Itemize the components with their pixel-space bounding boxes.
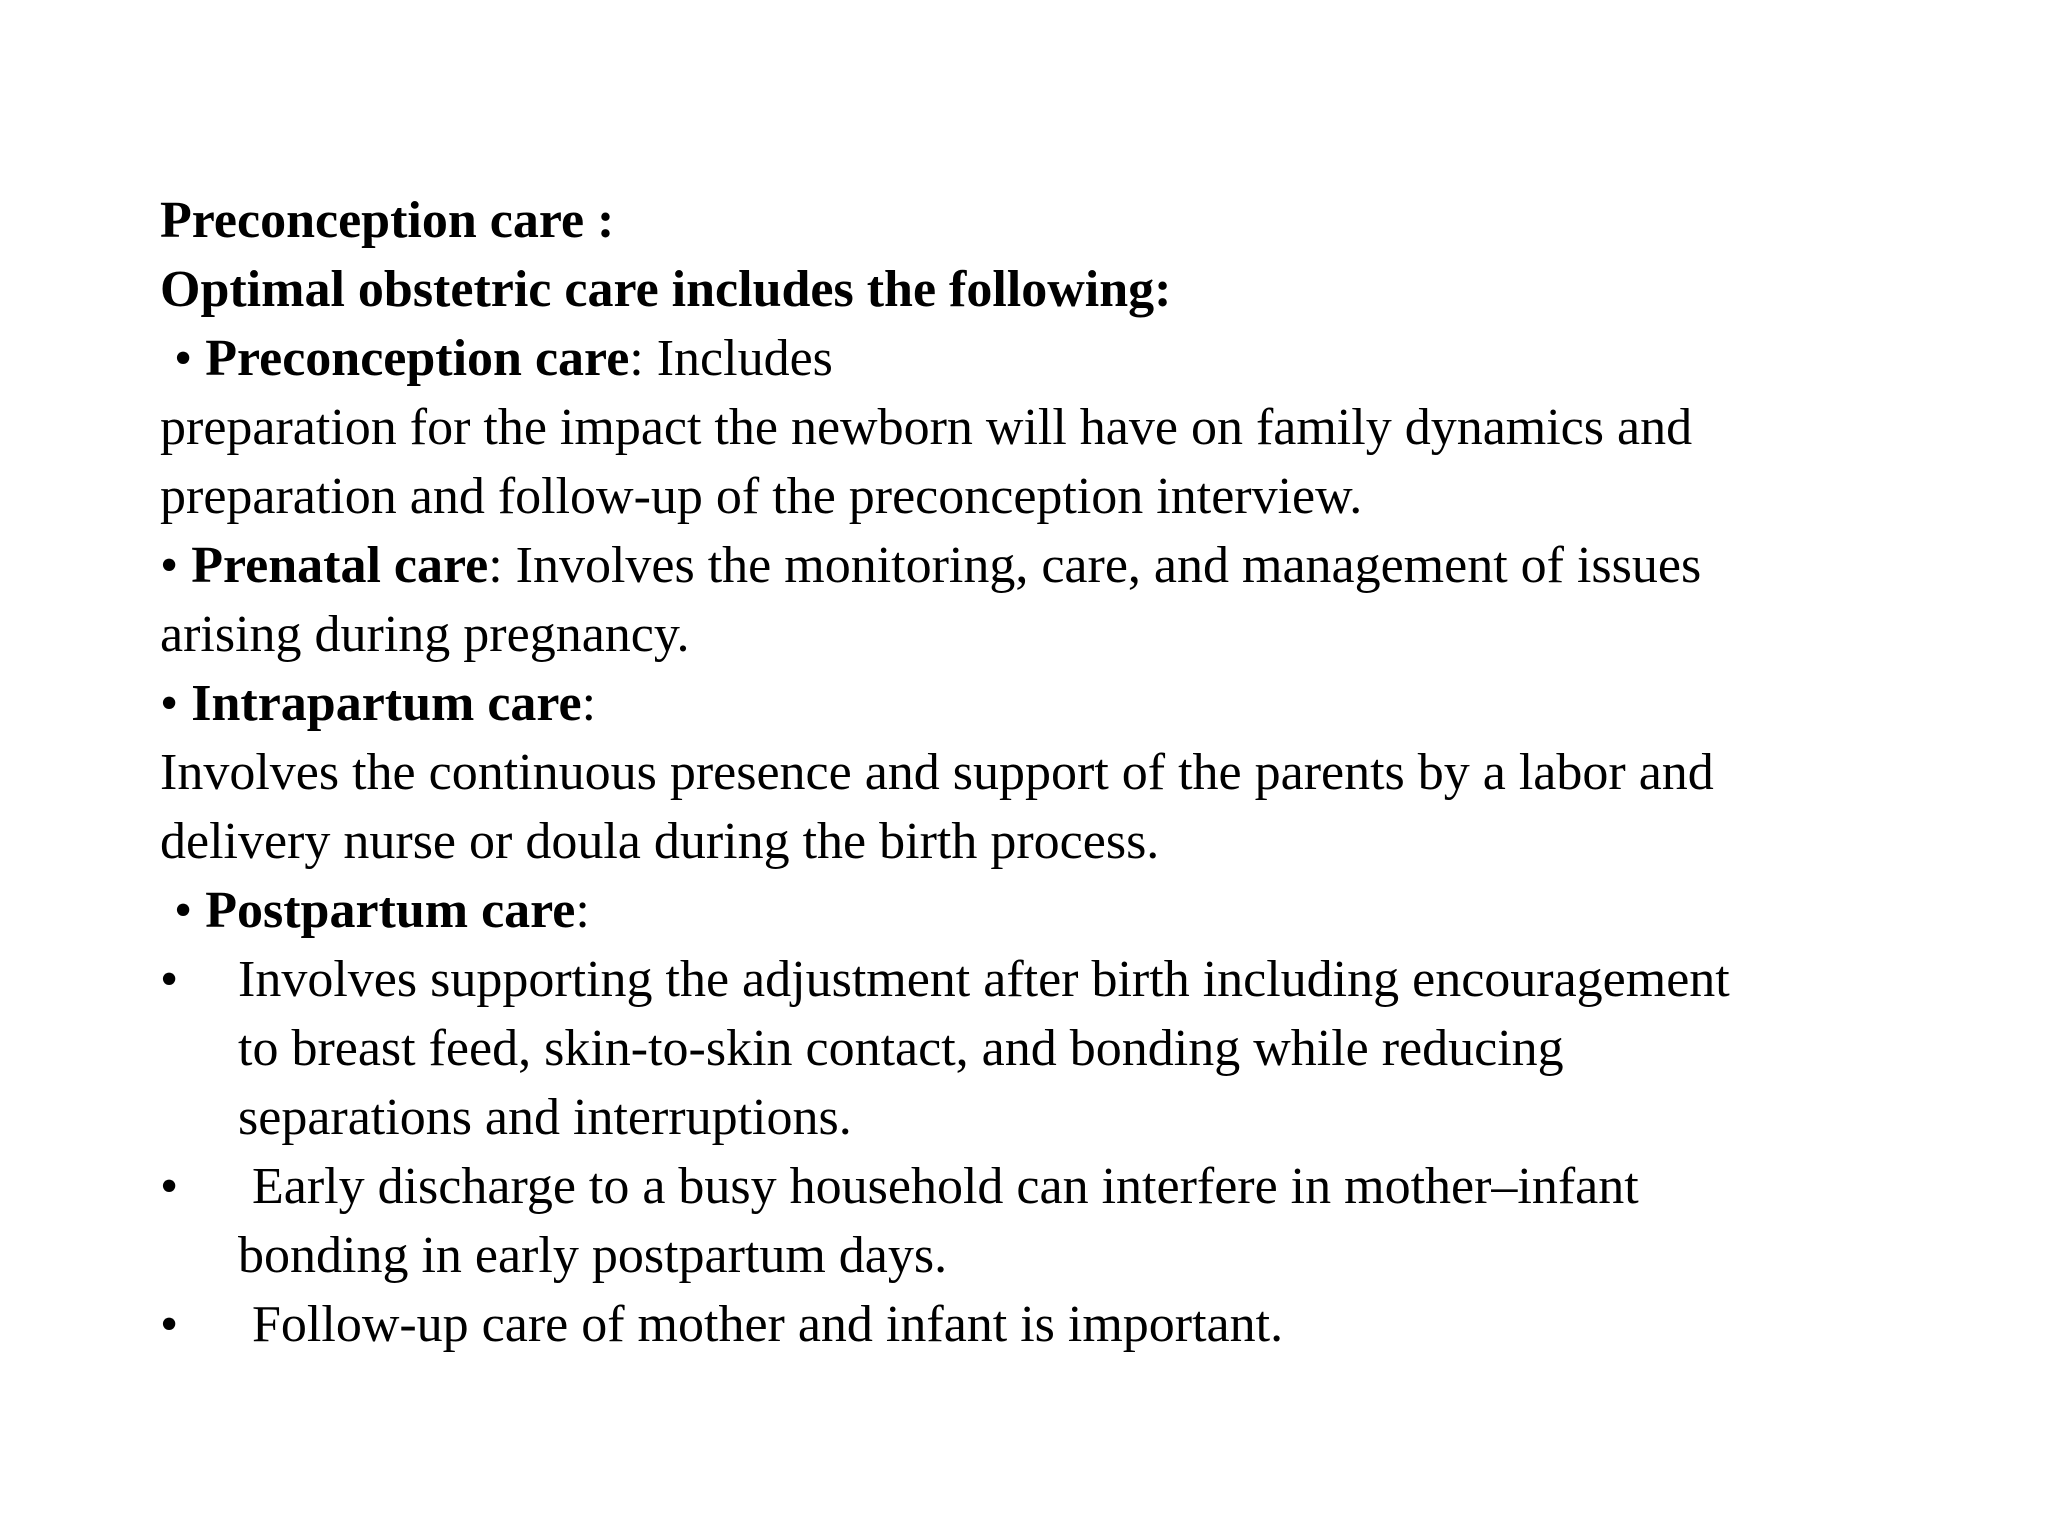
item-intrapartum: • Intrapartum care: xyxy=(160,675,597,732)
item-text-line: arising during pregnancy. xyxy=(160,606,690,663)
bullet: • xyxy=(160,537,179,594)
item-text: Includes xyxy=(656,330,833,387)
item-text-line: preparation for the impact the newborn will have on family dynamics and xyxy=(160,399,1693,456)
item-term: Prenatal care xyxy=(191,537,489,594)
bullet: • xyxy=(160,675,179,732)
item-preconception: • Preconception care: Includes xyxy=(174,330,833,387)
list-item-line: Involves supporting the adjustment after birth including encouragement xyxy=(238,951,1730,1008)
item-text-line: Involves the continuous presence and support of the parents by a labor and xyxy=(160,744,1714,801)
postpartum-points xyxy=(160,945,1980,1359)
item-text-line: preparation and follow-up of the preconception interview. xyxy=(160,468,1363,525)
item-term: Intrapartum care xyxy=(191,675,582,732)
bullet: • xyxy=(174,882,193,939)
bullet: • xyxy=(160,951,179,1008)
list-item xyxy=(160,1152,1980,1290)
slide-title: Preconception care : xyxy=(160,192,615,249)
item-prenatal: • Prenatal care: Involves the monitoring, care, and management of issues xyxy=(160,537,1702,594)
list-item-line: Follow-up care of mother and infant is important. xyxy=(252,1296,1284,1353)
item-term: Preconception care xyxy=(205,330,630,387)
slide-subtitle: Optimal obstetric care includes the following: xyxy=(160,261,1172,318)
slide-content xyxy=(160,186,1980,1359)
list-item xyxy=(160,945,1980,1152)
bullet: • xyxy=(160,1158,179,1215)
item-postpartum: • Postpartum care: xyxy=(174,882,590,939)
list-item xyxy=(160,1290,1980,1359)
list-item-line: Early discharge to a busy household can interfere in mother–infant xyxy=(252,1158,1639,1215)
bullet: • xyxy=(174,330,193,387)
bullet: • xyxy=(160,1296,179,1353)
item-text: Involves the monitoring, care, and management of issues xyxy=(515,537,1702,594)
list-item-line: separations and interruptions. xyxy=(238,1089,852,1146)
list-item-line: bonding in early postpartum days. xyxy=(238,1227,948,1284)
item-text-line: delivery nurse or doula during the birth process. xyxy=(160,813,1160,870)
list-item-line: to breast feed, skin-to-skin contact, and bonding while reducing xyxy=(238,1020,1564,1077)
item-term: Postpartum care xyxy=(205,882,576,939)
